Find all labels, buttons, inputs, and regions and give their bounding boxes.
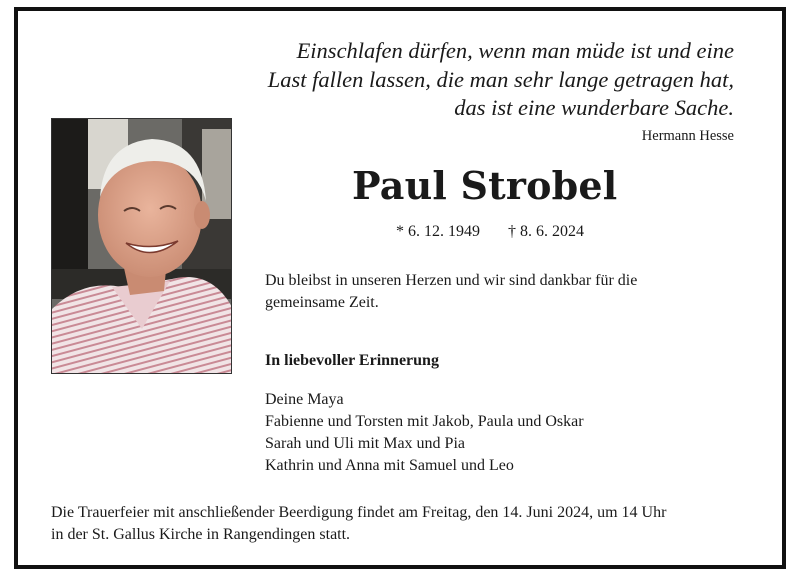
quote-block bbox=[214, 37, 734, 123]
death-date: † 8. 6. 2024 bbox=[508, 223, 584, 240]
quote-line: Einschlafen dürfen, wenn man müde ist und eine bbox=[296, 38, 734, 63]
life-dates bbox=[396, 223, 584, 241]
obituary-frame bbox=[14, 7, 786, 569]
deceased-name: Paul Strobel bbox=[352, 163, 618, 208]
remembrance-heading: In liebevoller Erinnerung bbox=[265, 352, 439, 369]
family-member: Fabienne und Torsten mit Jakob, Paula und Oskar bbox=[265, 413, 584, 430]
quote-line: das ist eine wunderbare Sache. bbox=[454, 95, 734, 120]
message-line: Du bleibst in unseren Herzen und wir sind dankbar für die bbox=[265, 272, 638, 289]
quote-line: Last fallen lassen, die man sehr lange getragen hat, bbox=[267, 66, 734, 92]
family-list bbox=[265, 389, 584, 477]
funeral-service-notice bbox=[51, 502, 666, 546]
birth-date: * 6. 12. 1949 bbox=[396, 223, 480, 240]
family-member: Sarah und Uli mit Max und Pia bbox=[265, 435, 465, 452]
message-line: gemeinsame Zeit. bbox=[265, 294, 379, 311]
family-member: Kathrin und Anna mit Samuel und Leo bbox=[265, 457, 514, 474]
family-member: Deine Maya bbox=[265, 391, 344, 408]
quote-author: Hermann Hesse bbox=[641, 128, 734, 144]
portrait-photo bbox=[51, 118, 232, 374]
farewell-message bbox=[265, 270, 637, 314]
service-line: in der St. Gallus Kirche in Rangendingen statt. bbox=[51, 526, 351, 543]
service-line: Die Trauerfeier mit anschließender Beerdigung findet am Freitag, den 14. Juni 2024, um 14 Uhr bbox=[51, 504, 667, 521]
